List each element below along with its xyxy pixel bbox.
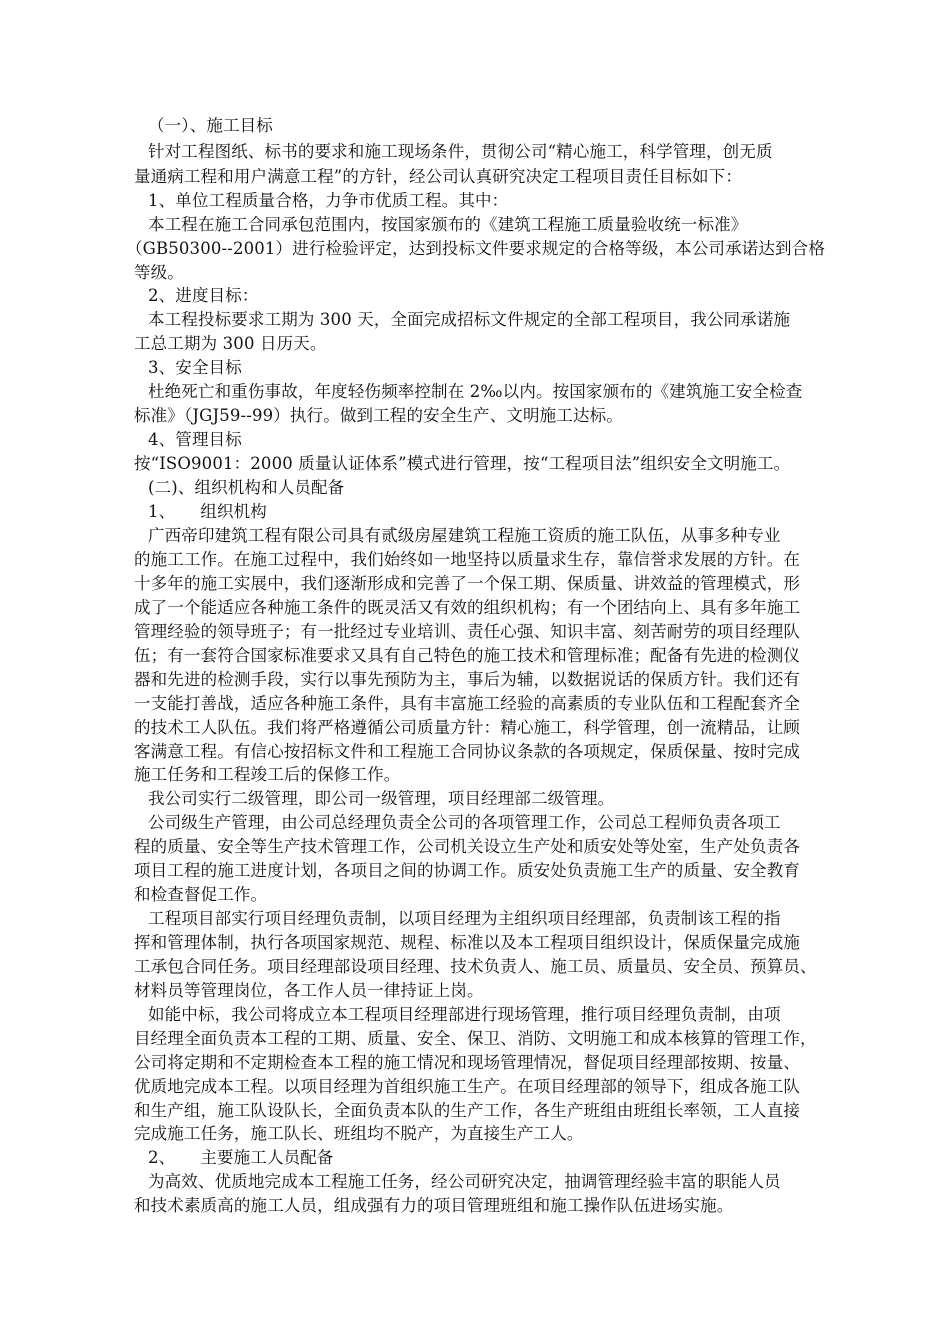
paragraph-line: 工总工期为 300 日历天。 xyxy=(134,334,327,353)
paragraph-line: 一支能打善战，适应各种施工条件，具有丰富施工经验的高素质的专业队伍和工程配套齐全 xyxy=(134,694,800,713)
paragraph-line: 我公司实行二级管理，即公司一级管理，项目经理部二级管理。 xyxy=(148,789,615,808)
paragraph-line: 和生产组，施工队设队长，全面负责本队的生产工作，各生产班组由班组长率领，工人直接 xyxy=(134,1101,800,1120)
paragraph-line: 的施工工作。在施工过程中，我们始终如一地坚持以质量求生存，靠信誉求发展的方针。在 xyxy=(134,550,800,569)
paragraph-line: 程的质量、安全等生产技术管理工作，公司机关设立生产处和质安处等处室，生产处负责各 xyxy=(134,837,800,856)
paragraph-line: 管理经验的领导班子；有一批经过专业培训、责任心强、知识丰富、刻苦耐劳的项目经理队 xyxy=(134,622,800,641)
paragraph-line: 公司将定期和不定期检查本工程的施工情况和现场管理情况，督促项目经理部按期、按量、 xyxy=(134,1053,800,1072)
paragraph-line: 杜绝死亡和重伤事故，年度轻伤频率控制在 2‰以内。按国家颁布的《建筑施工安全检查 xyxy=(148,382,803,401)
paragraph-line: 优质地完成本工程。以项目经理为首组织施工生产。在项目经理部的领导下，组成各施工队 xyxy=(134,1077,800,1096)
paragraph-line: 如能中标，我公司将成立本工程项目经理部进行现场管理，推行项目经理负责制，由项 xyxy=(148,1005,781,1024)
paragraph-line: 和检查督促工作。 xyxy=(134,885,268,904)
paragraph-line: 针对工程图纸、标书的要求和施工现场条件，贯彻公司“精心施工，科学管理，创无质 xyxy=(148,142,773,161)
subheading: 2、进度目标： xyxy=(148,286,259,305)
paragraph-line: 施工任务和工程竣工后的保修工作。 xyxy=(134,765,401,784)
paragraph-line: 为高效、优质地完成本工程施工任务，经公司研究决定，抽调管理经验丰富的职能人员 xyxy=(148,1172,781,1191)
subheading: 3、安全目标 xyxy=(148,358,242,377)
paragraph-line: 完成施工任务，施工队长、班组均不脱产，为直接生产工人。 xyxy=(134,1124,584,1143)
paragraph-line: 工承包合同任务。项目经理部设项目经理、技术负责人、施工员、质量员、安全员、预算员、 xyxy=(134,957,817,976)
section-heading: （一）、施工目标 xyxy=(148,116,273,135)
paragraph-line: 十多年的施工实展中，我们逐渐形成和完善了一个保工期、保质量、讲效益的管理模式，形 xyxy=(134,574,800,593)
paragraph-line: 标准》（JGJ59--99）执行。做到工程的安全生产、文明施工达标。 xyxy=(134,406,623,425)
paragraph-line: 等级。 xyxy=(134,263,184,282)
paragraph-line: 成了一个能适应各种施工条件的既灵活又有效的组织机构；有一个团结向上、具有多年施工 xyxy=(134,598,800,617)
paragraph-line: 挥和管理体制，执行各项国家规范、规程、标准以及本工程项目组织设计，保质保量完成施 xyxy=(134,933,800,952)
subheading: 1、 组织机构 xyxy=(148,502,267,521)
paragraph-line: 本工程投标要求工期为 300 天，全面完成招标文件规定的全部工程项目，我公同承诺施 xyxy=(148,310,791,329)
paragraph-line: 客满意工程。有信心按招标文件和工程施工合同协议条款的各项规定，保质保量、按时完成 xyxy=(134,742,800,761)
section-heading: (二)、组织机构和人员配备 xyxy=(148,478,345,497)
paragraph-line: 器和先进的检测手段，实行以事先预防为主，事后为辅，以数据说话的保质方针。我们还有 xyxy=(134,670,800,689)
paragraph-line: 公司级生产管理，由公司总经理负责全公司的各项管理工作，公司总工程师负责各项工 xyxy=(148,813,781,832)
paragraph-line: 材料员等管理岗位，各工作人员一律持证上岗。 xyxy=(134,981,484,1000)
subheading: 1、单位工程质量合格，力争市优质工程。其中： xyxy=(148,191,509,210)
paragraph-line: 项目工程的施工进度计划，各项目之间的协调工作。质安处负责施工生产的质量、安全教育 xyxy=(134,861,800,880)
subheading: 4、管理目标 xyxy=(148,430,242,449)
paragraph-line: 量通病工程和用户满意工程”的方针，经公司认真研究决定工程项目责任目标如下： xyxy=(134,167,742,186)
paragraph-line: 广西帝印建筑工程有限公司具有贰级房屋建筑工程施工资质的施工队伍，从事多种专业 xyxy=(148,526,781,545)
subheading: 2、 主要施工人员配备 xyxy=(148,1148,334,1167)
paragraph-line: 工程项目部实行项目经理负责制，以项目经理为主组织项目经理部，负责制该工程的指 xyxy=(148,909,781,928)
paragraph-line: 和技术素质高的施工人员，组成强有力的项目管理班组和施工操作队伍进场实施。 xyxy=(134,1196,734,1215)
paragraph-line: 伍；有一套符合国家标准要求又具有自己特色的施工技术和管理标准；配备有先进的检测仪 xyxy=(134,646,800,665)
paragraph-line: 按“ISO9001：2000 质量认证体系”模式进行管理，按“工程项目法”组织安全文明施工。 xyxy=(134,454,791,473)
paragraph-line: （GB50300--2001）进行检验评定，达到投标文件要求规定的合格等级，本公司承诺达到合格 xyxy=(126,239,825,258)
paragraph-line: 目经理全面负责本工程的工期、质量、安全、保卫、消防、文明施工和成本核算的管理工作， xyxy=(134,1029,817,1048)
paragraph-line: 本工程在施工合同承包范围内，按国家颁布的《建筑工程施工质量验收统一标准》 xyxy=(148,215,748,234)
paragraph-line: 的技术工人队伍。我们将严格遵循公司质量方针：精心施工，科学管理，创一流精品，让顾 xyxy=(134,718,800,737)
